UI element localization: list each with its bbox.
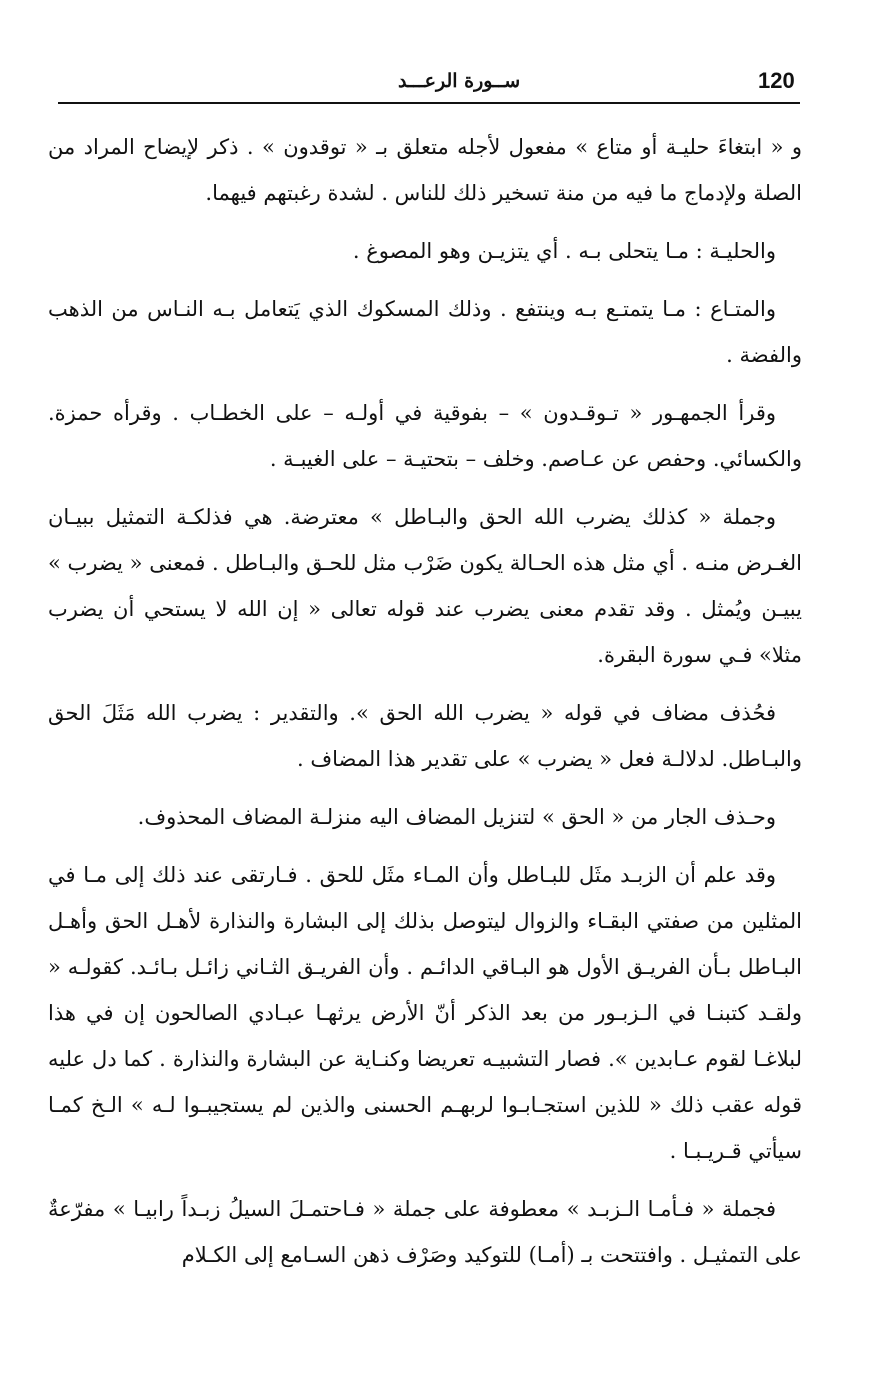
paragraph: والمتـاع : مـا يتمتـع بـه وينتفع . وذلك المسكوك الذي يَتعامل بـه النـاس من الذهب والفضة .: [48, 297, 802, 367]
paragraph: فحُذف مضاف في قوله « يضرب الله الحق ». والتقدير : يضرب الله مَثَلَ الحق والبـاطل. لدلالـة فعل « يضرب » على تقدير هذا المضاف .: [48, 701, 802, 771]
paragraph: والحليـة : مـا يتحلى بـه . أي يتزيـن وهو المصوغ .: [352, 239, 776, 263]
paragraph: وقرأ الجمهـور « تـوقـدون » – بفوقية في أولـه – على الخطـاب . وقرأه حمزة. والكسائي. وحفص عن عـاصم. وخلف – بتحتيـة – على الغيبـة .: [48, 401, 802, 471]
running-title: ســورة الرعـــد: [398, 70, 521, 92]
body-text: [48, 124, 802, 1290]
paragraph: و « ابتغاءَ حليـة أو متاع » مفعول لأجله متعلق بـ « توقدون » . ذكر لإيضاح المراد من الصلة ولإدماج ما فيه من منة تسخير ذلك للناس . لشدة رغبتهم فيهما.: [48, 135, 802, 205]
paragraph: وقد علم أن الزبـد مثَل للبـاطل وأن المـاء مثَل للحق . فـارتقى عند ذلك إلى مـا في المثلين من صفتي البقـاء والزوال ليتوصل بذلك إلى البشارة والنذارة لأهـل الحق وأهـل البـاطل بـأن الفريـق الأول هو البـاقي الدائـم . وأن الفريـق الثـاني زائـل بـائـد. كقولـه « ولقـد كتبنـا في الـزبـور من بعد الذكر أنّ الأرض يرثهـا عبـادي الصالحون إن في هذا لبلاغـا لقوم عـابدين ». فصار التشبيـه تعريضا وكنـاية عن البشارة والنذارة . كما دل عليه قوله عقب ذلك « للذين استجـابـوا لربهـم الحسنى والذين لم يستجيبـوا لـه » الـخ كمـا سيأتي قـريـبـا .: [48, 863, 802, 1163]
paragraph: وحـذف الجار من « الحق » لتنزيل المضاف اليه منزلـة المضاف المحذوف.: [137, 805, 776, 829]
page-header: [58, 66, 800, 104]
page-number: 120: [758, 68, 795, 93]
paragraph: فجملة « فـأمـا الـزبـد » معطوفة على جملة « فـاحتمـلَ السيلُ زبـداً رابيـا » مفرّعةٌ على التمثيـل . وافتتحت بـ (أمـا) للتوكيد وصَرْف ذهن السـامع إلى الكـلام: [48, 1197, 802, 1267]
paragraph: وجملة « كذلك يضرب الله الحق والبـاطل » معترضة. هي فذلكـة التمثيل ببيـان الغـرض منـه . أي مثل هذه الحـالة يكون ضَرْب مثل للحـق والبـاطل . فمعنى « يضرب » يبيـن ويُمثل . وقد تقدم معنى يضرب عند قوله تعالى « إن الله لا يستحي أن يضرب مثلا» فـي سورة البقرة.: [48, 505, 802, 667]
